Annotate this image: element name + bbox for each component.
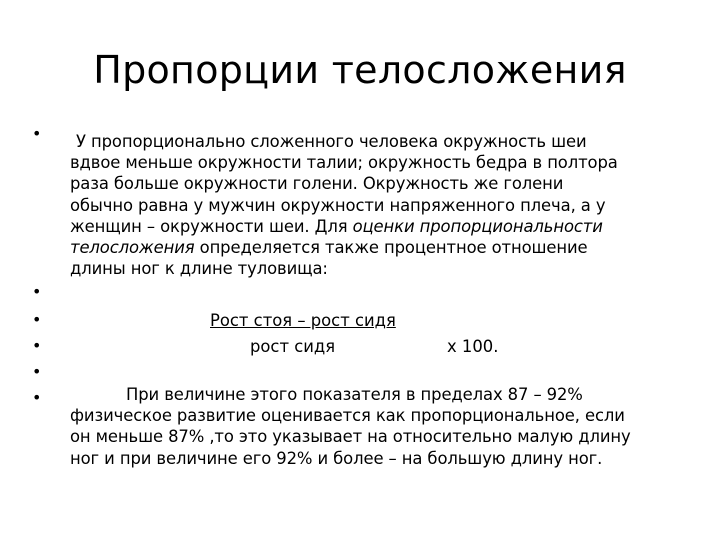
text-line [70, 216, 682, 237]
text-line [70, 237, 682, 258]
text-line: вдвое меньше окружности талии; окружность бедра в полтора [70, 153, 618, 173]
bullet-2: • [32, 282, 42, 301]
bullet-3: • [32, 310, 42, 329]
text-line: При величине этого показателя в пределах 87 – 92% [126, 385, 583, 404]
text-line: он меньше 87% ,то это указывает на относительно малую длину [70, 427, 631, 447]
text-line: раза больше окружности голени. Окружность же голени [70, 174, 564, 194]
bullet-1: • [32, 124, 42, 143]
paragraph-evaluation [70, 384, 682, 469]
italic-text: оценки пропорциональности [352, 216, 603, 236]
bullet-4: • [32, 336, 42, 355]
text-line: длины ног к длине туловища: [70, 259, 328, 279]
text-span: женщин – окружности шеи. Для [70, 216, 353, 236]
italic-text: телосложения [70, 238, 195, 258]
text-span: определяется также процентное отношение [194, 238, 588, 258]
text-line: У пропорционально сложенного человека окружность шеи [76, 132, 587, 151]
text-line: физическое развитие оценивается как пропорциональное, если [70, 406, 625, 426]
bullet-6: • [32, 388, 42, 407]
paragraph-proportions [70, 131, 682, 279]
formula-multiplier: х 100. [447, 337, 499, 356]
bullet-5: • [32, 362, 42, 381]
text-line: ног и при величине его 92% и более – на большую длину ног. [70, 448, 603, 468]
slide-title: Пропорции телосложения [93, 48, 627, 92]
formula-numerator: Рост стоя – рост сидя [210, 311, 396, 330]
text-line: обычно равна у мужчин окружности напряженного плеча, а у [70, 195, 606, 215]
formula-denominator: рост сидя [250, 337, 336, 356]
